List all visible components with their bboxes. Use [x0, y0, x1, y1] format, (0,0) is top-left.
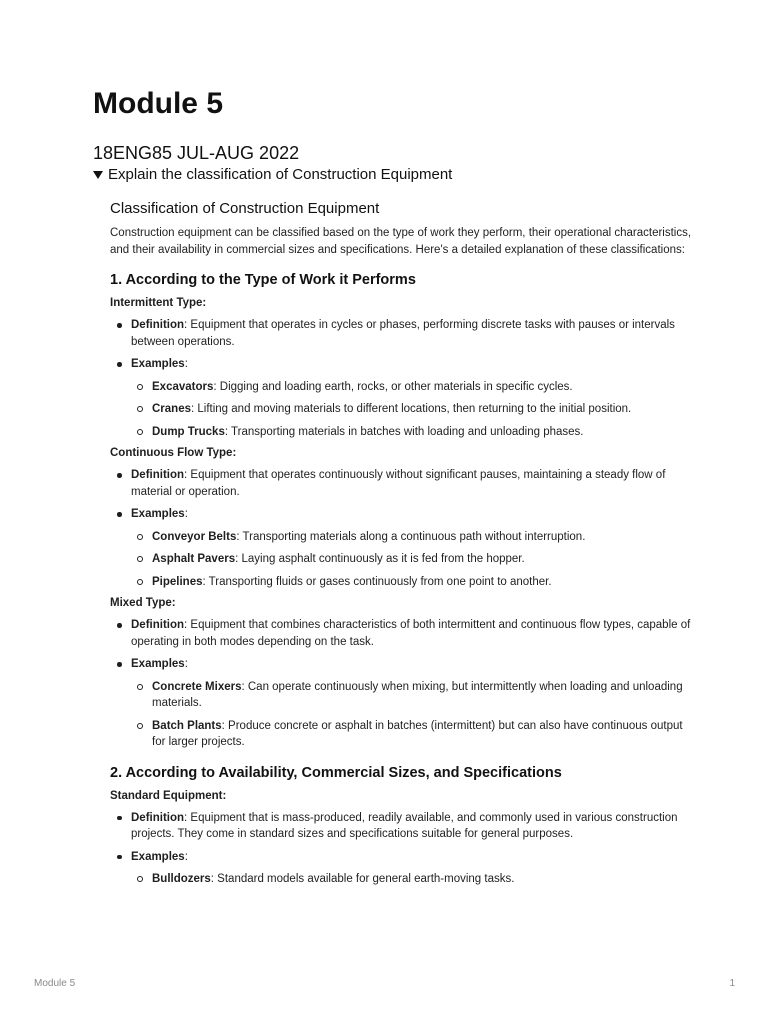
footer-title: Module 5 [34, 978, 76, 989]
term: Excavators [152, 380, 214, 393]
list-item [131, 718, 693, 751]
document-page [93, 84, 693, 888]
mixed-label: Mixed Type: [110, 597, 176, 609]
list-item [110, 317, 693, 350]
term: Examples [131, 658, 185, 670]
item-text: : [184, 508, 188, 520]
exam-heading: 18ENG85 JUL-AUG 2022 [93, 143, 300, 163]
list-item [110, 356, 693, 373]
continuous-label: Continuous Flow Type: [110, 447, 237, 459]
item-text: : Equipment that operates in cycles or phases, performing discrete tasks with pauses or intervals between operations. [131, 319, 675, 348]
term: Cranes [152, 403, 191, 415]
item-text: : Digging and loading earth, rocks, or other materials in specific cycles. [213, 380, 573, 393]
standard-examples [131, 871, 693, 888]
item-text: : Transporting materials in batches with loading and unloading phases. [224, 425, 584, 438]
list-item [131, 871, 693, 888]
page-title: Module 5 [93, 87, 224, 120]
list-item [110, 810, 693, 843]
item-text: : [184, 358, 188, 370]
item-text: : Can operate continuously when mixing, but intermittently when loading and unloading materials. [152, 680, 683, 709]
list-item [131, 574, 693, 591]
term: Definition [131, 319, 185, 331]
standard-list [110, 810, 693, 866]
item-text: : Equipment that operates continuously without significant pauses, maintaining a steady flow of material or operation. [131, 469, 666, 498]
item-text: : Transporting materials along a continuous path without interruption. [236, 530, 586, 543]
list-item [110, 656, 693, 673]
term: Definition [131, 619, 185, 631]
term: Conveyor Belts [152, 530, 237, 543]
continuous-list [110, 467, 693, 523]
toggle-content [110, 199, 693, 888]
list-item [110, 849, 693, 866]
term: Examples [131, 358, 185, 370]
mixed-list [110, 617, 693, 673]
list-item [131, 424, 693, 441]
mixed-examples [131, 679, 693, 751]
term: Bulldozers [152, 873, 211, 885]
term: Pipelines [152, 575, 203, 588]
item-text: : Transporting fluids or gases continuously from one point to another. [202, 575, 552, 588]
list-item [131, 679, 693, 712]
question-toggle[interactable] [93, 165, 693, 185]
section-1-heading: 1. According to the Type of Work it Performs [110, 272, 416, 288]
list-item [110, 506, 693, 523]
triangle-down-icon[interactable] [93, 171, 103, 179]
section-title: Classification of Construction Equipment [110, 200, 380, 217]
term: Dump Trucks [152, 425, 225, 438]
intermittent-list [110, 317, 693, 373]
section-2-heading: 2. According to Availability, Commercial Sizes, and Specifications [110, 764, 562, 781]
list-item [110, 467, 693, 500]
item-text: : Standard models available for general earth-moving tasks. [210, 873, 515, 885]
item-text: : [184, 658, 188, 670]
term: Asphalt Pavers [152, 553, 236, 565]
term: Definition [131, 811, 185, 824]
list-item [131, 529, 693, 546]
question-text: Explain the classification of Construction Equipment [108, 166, 453, 183]
standard-label: Standard Equipment: [110, 789, 227, 802]
term: Examples [131, 850, 185, 863]
list-item [131, 401, 693, 418]
list-item [110, 617, 693, 650]
term: Concrete Mixers [152, 680, 242, 693]
list-item [131, 551, 693, 568]
term: Definition [131, 469, 185, 481]
intermittent-label: Intermittent Type: [110, 297, 207, 309]
item-text: : Lifting and moving materials to different locations, then returning to the initial position. [191, 403, 632, 415]
term: Examples [131, 508, 185, 520]
continuous-examples [131, 529, 693, 591]
intermittent-examples [131, 379, 693, 441]
item-text: : Laying asphalt continuously as it is fed from the hopper. [235, 553, 525, 565]
page-number: 1 [729, 978, 735, 989]
intro-paragraph: Construction equipment can be classified based on the type of work they perform, their operational characteristics, and their availability in commercial sizes and specifications. Here's a detailed explanation of these classifications: [110, 227, 692, 256]
term: Batch Plants [152, 719, 222, 732]
item-text: : Equipment that combines characteristics of both intermittent and continuous flow types, capable of operating in both modes depending on the task. [131, 619, 691, 648]
item-text: : [184, 850, 188, 863]
list-item [131, 379, 693, 396]
item-text: : Equipment that is mass-produced, readily available, and commonly used in various construction projects. They come in standard sizes and specifications suitable for general purposes. [131, 811, 678, 840]
item-text: : Produce concrete or asphalt in batches (intermittent) but can also have continuous output for larger projects. [152, 719, 683, 748]
